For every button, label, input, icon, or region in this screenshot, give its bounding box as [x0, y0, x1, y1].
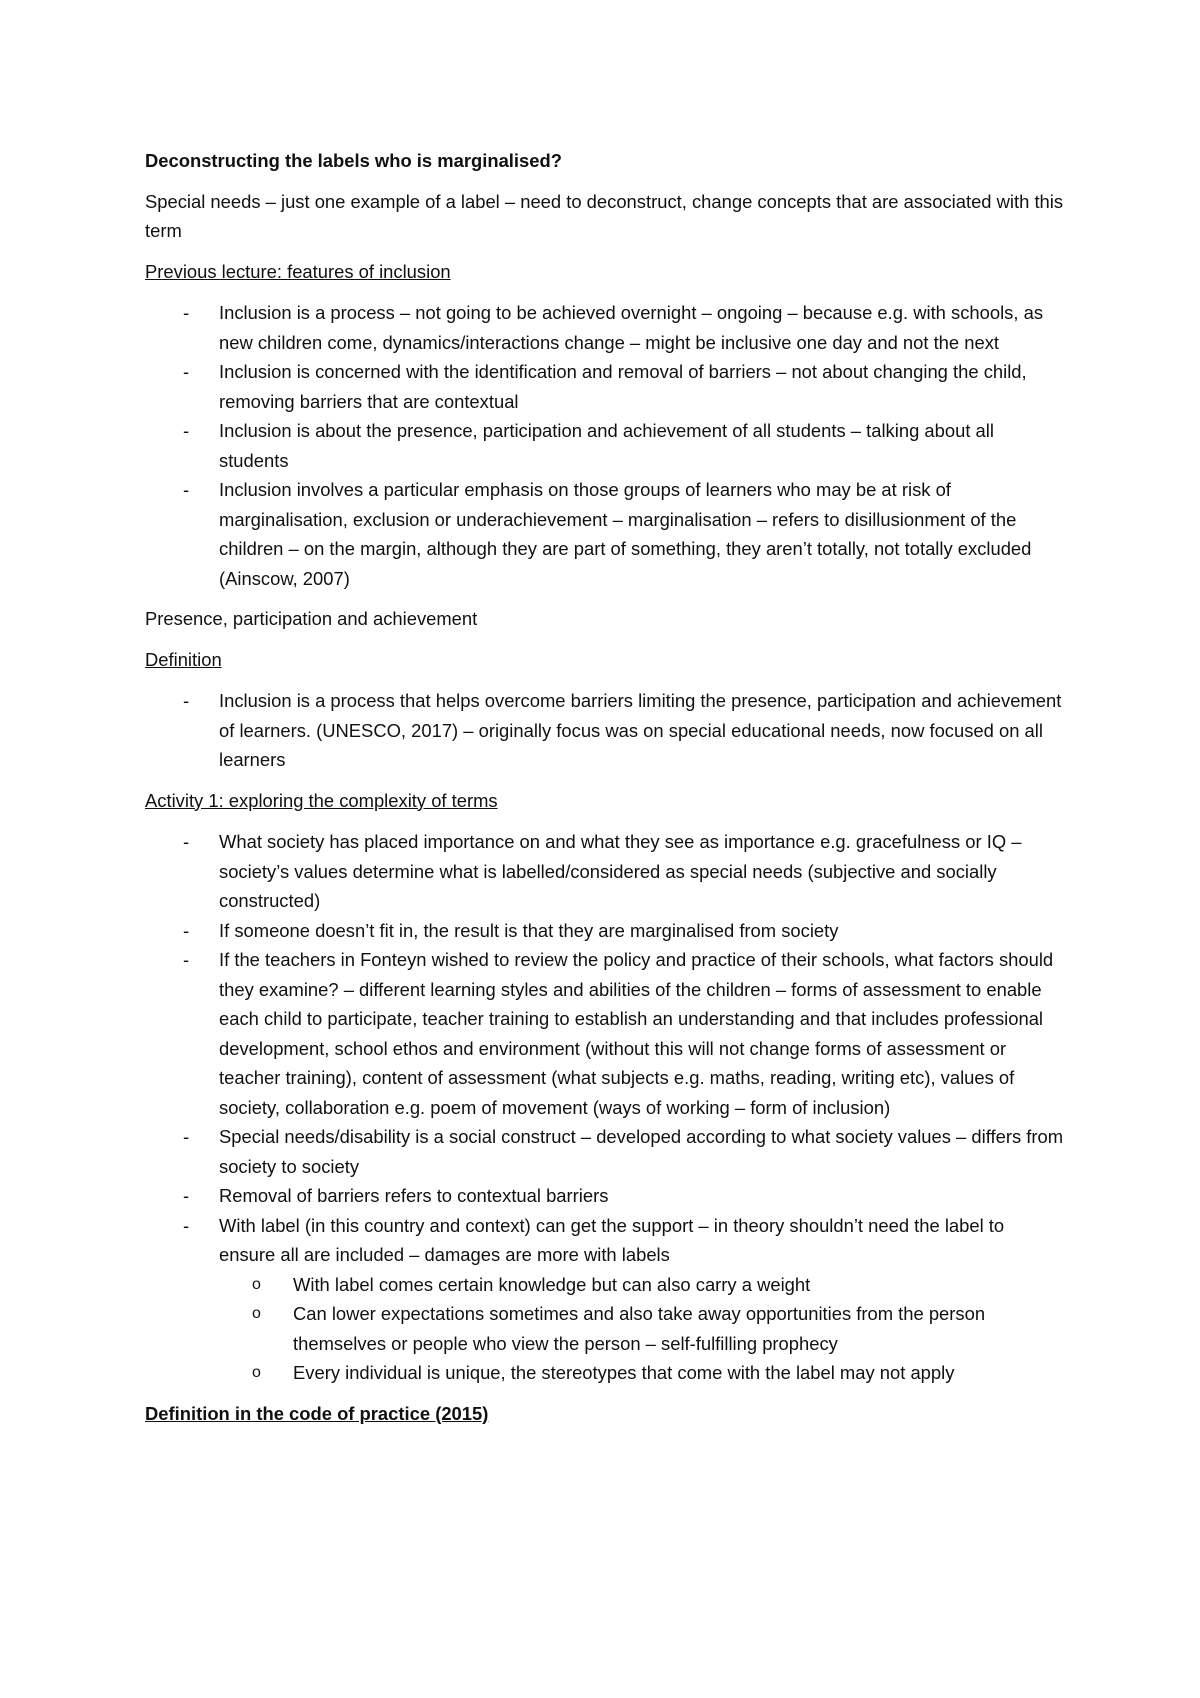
features-list — [145, 298, 1065, 593]
list-item: - Inclusion is concerned with the identification and removal of barriers – not about changing the child, removing barriers that are contextual — [145, 357, 1065, 416]
subtitle-paragraph: Presence, participation and achievement — [145, 608, 478, 629]
sublist-item: o Every individual is unique, the stereotypes that come with the label may not apply — [219, 1358, 1065, 1388]
list-item-text: Inclusion involves a particular emphasis on those groups of learners who may be at risk of marginalisation, exclusion or underachievement – marginalisation – refers to disillusionment of the children – on the margin, although they are part of something, they aren’t totally, not totally excluded — [219, 479, 1032, 559]
list-item: - Removal of barriers refers to contextual barriers — [145, 1181, 1065, 1211]
label-sublist — [219, 1270, 1065, 1388]
section-heading-activity-1: Activity 1: exploring the complexity of terms — [145, 789, 498, 811]
activity-list — [145, 827, 1065, 1388]
list-item: - Special needs/disability is a social construct – developed according to what society values – differs from society to society — [145, 1122, 1065, 1181]
section-heading-code-of-practice: Definition in the code of practice (2015) — [145, 1402, 489, 1424]
list-item: - Inclusion is about the presence, participation and achievement of all students – talking about all students — [145, 416, 1065, 475]
list-item-text: With label (in this country and context) can get the support – in theory shouldn’t need the label to ensure all are included – damages are more with labels — [219, 1214, 1005, 1265]
list-item: - Inclusion is a process that helps overcome barriers limiting the presence, participation and achievement of learners. (UNESCO, 2017) – originally focus was on special educational needs, now focused on all learners — [145, 686, 1065, 775]
sublist-item: o With label comes certain knowledge but can also carry a weight — [219, 1270, 1065, 1300]
list-item: - Inclusion is a process – not going to be achieved overnight – ongoing – because e.g. with schools, as new children come, dynamics/interactions change – might be inclusive one day and not the next — [145, 298, 1065, 357]
list-item — [145, 475, 1065, 593]
definition-list — [145, 686, 1065, 775]
citation: (Ainscow, 2007) — [219, 567, 350, 589]
list-item — [145, 1211, 1065, 1388]
section-heading-definition: Definition — [145, 648, 222, 670]
list-item: - If someone doesn’t fit in, the result is that they are marginalised from society — [145, 916, 1065, 946]
sublist-item: o Can lower expectations sometimes and also take away opportunities from the person themselves or people who view the person – self-fulfilling prophecy — [219, 1299, 1065, 1358]
list-item: - What society has placed importance on and what they see as importance e.g. gracefulness or IQ – society’s values determine what is labelled/considered as special needs (subjective and socially constructed) — [145, 827, 1065, 916]
intro-paragraph: Special needs – just one example of a label – need to deconstruct, change concepts that are associated with this term — [145, 190, 1064, 241]
document-body — [145, 146, 1065, 1440]
section-heading-previous-lecture: Previous lecture: features of inclusion — [145, 260, 451, 282]
list-item: - If the teachers in Fonteyn wished to review the policy and practice of their schools, what factors should they examine? – different learning styles and abilities of the children – forms of assessment to enable each child to participate, teacher training to establish an understanding and that includes professional development, school ethos and environment (without this will not change forms of assessment or teacher training), content of assessment (what subjects e.g. maths, reading, writing etc), values of society, collaboration e.g. poem of movement (ways of working – form of inclusion) — [145, 945, 1065, 1122]
document-title: Deconstructing the labels who is marginalised? — [145, 150, 562, 171]
